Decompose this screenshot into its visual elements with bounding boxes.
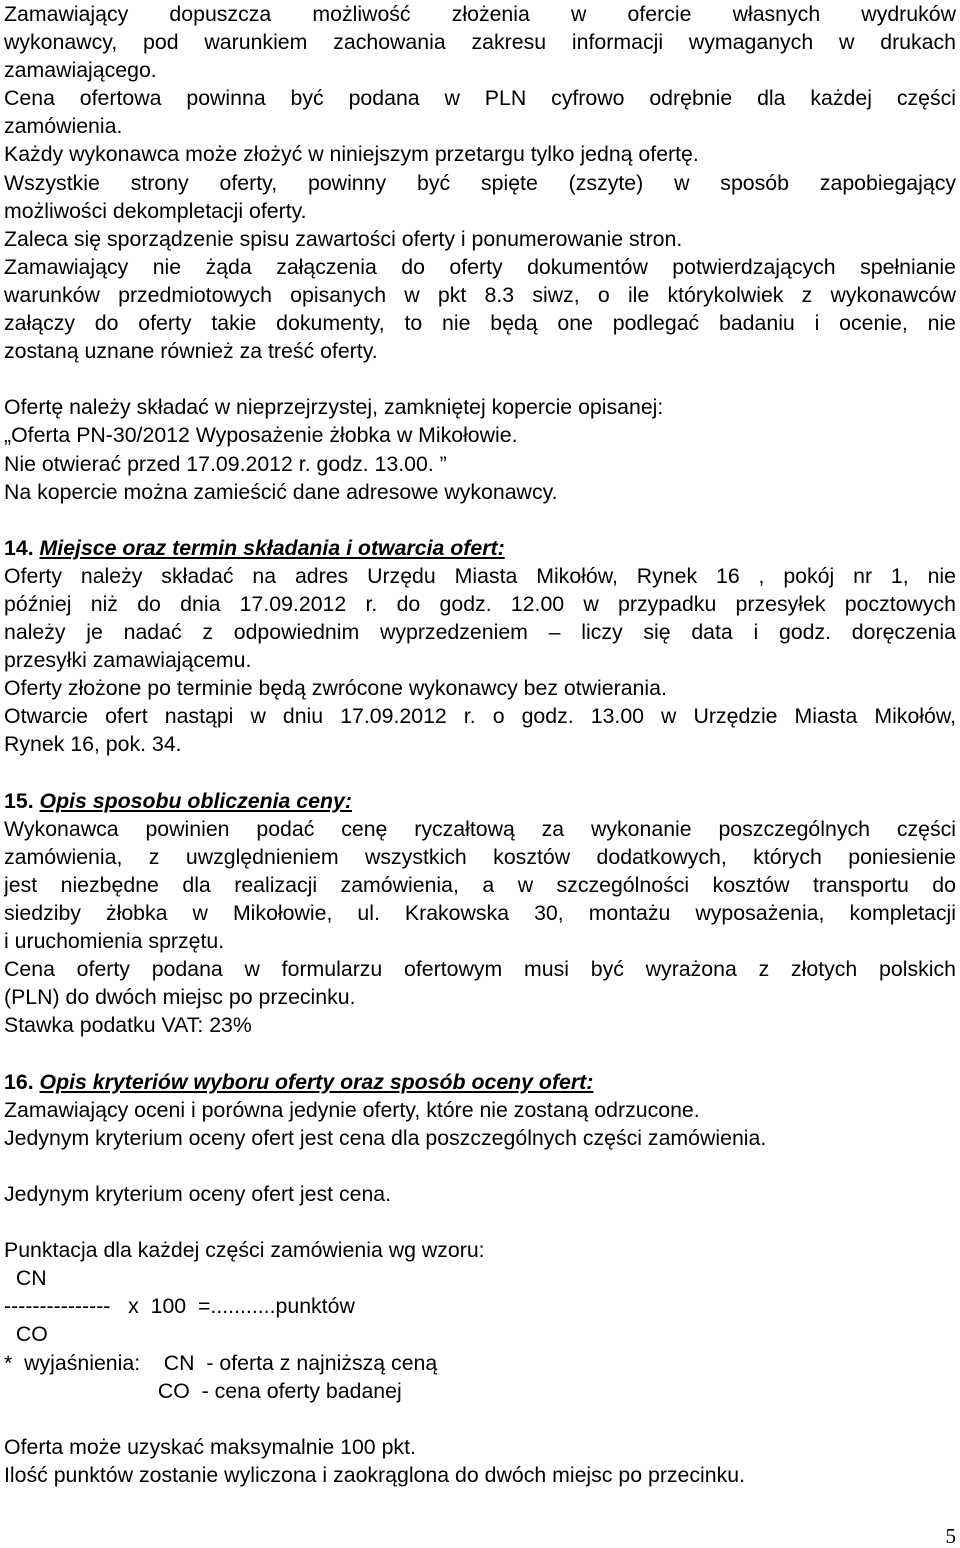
text-line: Stawka podatku VAT: 23% xyxy=(4,1013,252,1038)
spacer xyxy=(4,759,956,787)
spacer xyxy=(4,1152,956,1180)
text-line: Zamawiający oceni i porówna jedynie oferty, które nie zostaną odrzucone. xyxy=(4,1097,700,1122)
text-line: Każdy wykonawca może złożyć w niniejszym przetargu tylko jedną ofertę. xyxy=(4,142,699,167)
section-number: 14. xyxy=(4,535,34,560)
text-line: (PLN) do dwóch miejsc po przecinku. xyxy=(4,985,356,1010)
spacer xyxy=(4,1039,956,1067)
text-line: Jedynym kryterium oceny ofert jest cena dla poszczególnych części zamówienia. xyxy=(4,1125,767,1150)
text-line: zamówienia, z uwzględnieniem wszystkich kosztów dodatkowych, których poniesienie xyxy=(4,844,956,869)
envelope-paragraph xyxy=(4,393,956,505)
text-line: należy je nadać z odpowiednim wyprzedzeniem – liczy się data i godz. doręczenia xyxy=(4,620,956,645)
intro-paragraph xyxy=(4,0,956,365)
section-number: 15. xyxy=(4,788,34,813)
formula-line: * wyjaśnienia: CN - oferta z najniższą ceną xyxy=(4,1350,438,1375)
text-line: Otwarcie ofert nastąpi w dniu 17.09.2012 r. o godz. 13.00 w Urzędzie Miasta Mikołów, xyxy=(4,704,956,729)
section-title: Miejsce oraz termin składania i otwarcia ofert: xyxy=(39,535,505,560)
text-line: przesyłki zamawiającemu. xyxy=(4,648,252,673)
text-line: „Oferta PN-30/2012 Wyposażenie żłobka w Mikołowie. xyxy=(4,423,518,448)
section-title: Opis kryteriów wyboru oferty oraz sposób oceny ofert: xyxy=(39,1069,594,1094)
text-line: Punktacja dla każdej części zamówienia wg wzoru: xyxy=(4,1238,485,1263)
text-line: Ilość punktów zostanie wyliczona i zaokrąglona do dwóch miejsc po przecinku. xyxy=(4,1462,746,1487)
text-line: Oferty należy składać na adres Urzędu Miasta Mikołów, Rynek 16 , pokój nr 1, nie xyxy=(4,563,956,588)
text-line: zamawiającego. xyxy=(4,58,157,83)
text-line: Cena ofertowa powinna być podana w PLN cyfrowo odrębnie dla każdej części xyxy=(4,86,956,111)
text-line: Wszystkie strony oferty, powinny być spięte (zszyte) w sposób zapobiegający xyxy=(4,170,956,195)
spacer xyxy=(4,1208,956,1236)
text-line: Zamawiający nie żąda załączenia do oferty dokumentów potwierdzających spełnianie xyxy=(4,254,956,279)
spacer xyxy=(4,1405,956,1433)
scoring-formula xyxy=(4,1264,956,1404)
text-line: możliwości dekompletacji oferty. xyxy=(4,198,307,223)
text-line: i uruchomienia sprzętu. xyxy=(4,929,225,954)
section-number: 16. xyxy=(4,1069,34,1094)
text-line: Zaleca się sporządzenie spisu zawartości oferty i ponumerowanie stron. xyxy=(4,226,683,251)
section-15 xyxy=(4,787,956,1040)
text-line: Nie otwierać przed 17.09.2012 r. godz. 13.00. ” xyxy=(4,451,447,476)
text-line: wykonawcy, pod warunkiem zachowania zakresu informacji wymaganych w drukach xyxy=(4,30,956,55)
formula-line: --------------- x 100 =...........punktów xyxy=(4,1294,355,1319)
text-line: Oferty złożone po terminie będą zwrócone wykonawcy bez otwierania. xyxy=(4,676,667,701)
text-line: Jedynym kryterium oceny ofert jest cena. xyxy=(4,1181,392,1206)
spacer xyxy=(4,506,956,534)
text-line: Na kopercie można zamieścić dane adresowe wykonawcy. xyxy=(4,479,558,504)
text-line: później niż do dnia 17.09.2012 r. do godz. 12.00 w przypadku przesyłek pocztowych xyxy=(4,591,956,616)
text-line: warunków przedmiotowych opisanych w pkt 8.3 siwz, o ile którykolwiek z wykonawców xyxy=(4,282,956,307)
text-line: zostaną uznane również za treść oferty. xyxy=(4,339,378,364)
text-line: siedziby żłobka w Mikołowie, ul. Krakowska 30, montażu wyposażenia, kompletacji xyxy=(4,901,956,925)
text-line: Zamawiający dopuszcza możliwość złożenia w ofercie własnych wydruków xyxy=(4,2,956,26)
page-number: 5 xyxy=(945,1524,956,1548)
text-line: Oferta może uzyskać maksymalnie 100 pkt. xyxy=(4,1434,416,1459)
text-line: Rynek 16, pok. 34. xyxy=(4,732,182,757)
formula-line: CO xyxy=(4,1322,48,1347)
section-title: Opis sposobu obliczenia ceny: xyxy=(39,788,352,813)
text-line: jest niezbędne dla realizacji zamówienia, a w szczególności kosztów transportu do xyxy=(4,872,956,897)
section-heading xyxy=(4,534,956,562)
section-heading xyxy=(4,787,956,815)
spacer xyxy=(4,365,956,393)
formula-line: CN xyxy=(4,1266,47,1291)
text-line: Ofertę należy składać w nieprzejrzystej, zamkniętej kopercie opisanej: xyxy=(4,395,664,420)
section-14 xyxy=(4,534,956,759)
text-line: zamówienia. xyxy=(4,114,123,139)
section-16 xyxy=(4,1068,956,1489)
text-line: Cena oferty podana w formularzu ofertowym musi być wyrażona z złotych polskich xyxy=(4,957,956,982)
section-heading xyxy=(4,1068,956,1096)
text-line: Wykonawca powinien podać cenę ryczałtową za wykonanie poszczególnych części xyxy=(4,816,956,841)
formula-line: CO - cena oferty badanej xyxy=(4,1378,402,1403)
text-line: załączy do oferty takie dokumenty, to nie będą one podlegać badaniu i ocenie, nie xyxy=(4,311,956,336)
